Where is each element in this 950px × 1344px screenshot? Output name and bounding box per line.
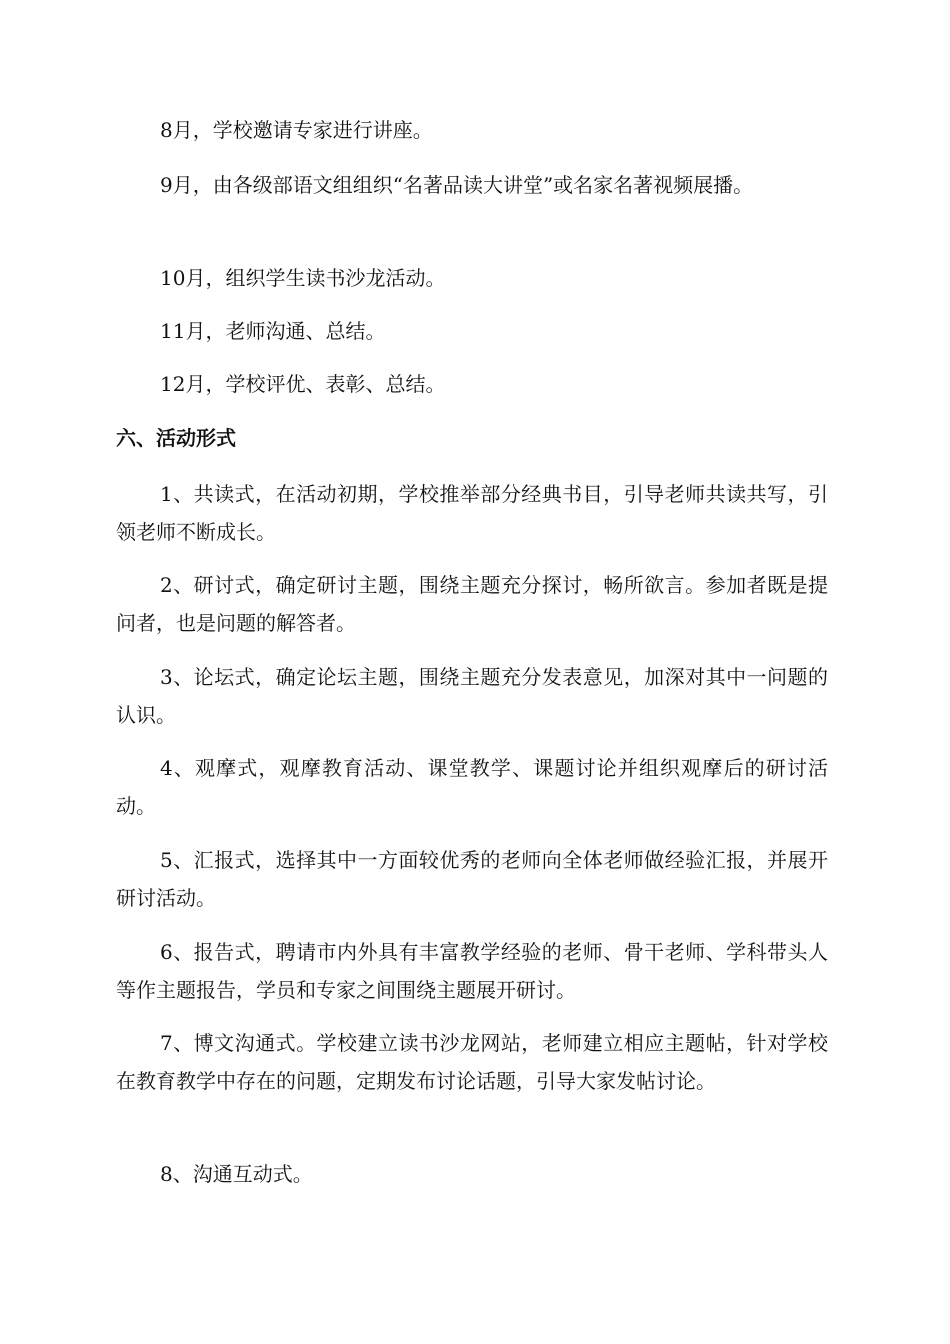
form-item-4: 4、观摩式，观摩教育活动、课堂教学、课题讨论并组织观摩后的研讨活动。	[116, 756, 828, 818]
form-item-6: 6、报告式，聘请市内外具有丰富教学经验的老师、骨干老师、学科带头人等作主题报告，学员和专家之间围绕主题展开研讨。	[116, 940, 828, 1002]
schedule-october: 10月，组织学生读书沙龙活动。	[160, 266, 446, 290]
form-item-5: 5、汇报式，选择其中一方面较优秀的老师向全体老师做经验汇报，并展开研讨活动。	[116, 848, 828, 910]
schedule-august: 8月，学校邀请专家进行讲座。	[160, 118, 433, 142]
schedule-november: 11月，老师沟通、总结。	[160, 319, 386, 343]
form-item-3: 3、论坛式，确定论坛主题，围绕主题充分发表意见，加深对其中一问题的认识。	[116, 665, 828, 727]
form-item-7: 7、博文沟通式。学校建立读书沙龙网站，老师建立相应主题帖，针对学校在教育教学中存在的问题，定期发布讨论话题，引导大家发帖讨论。	[116, 1031, 828, 1093]
schedule-september: 9月，由各级部语文组组织“名著品读大讲堂”或名家名著视频展播。	[160, 173, 754, 197]
form-item-1: 1、共读式，在活动初期，学校推举部分经典书目，引导老师共读共写，引领老师不断成长。	[116, 482, 828, 544]
form-item-2: 2、研讨式，确定研讨主题，围绕主题充分探讨，畅所欲言。参加者既是提问者，也是问题的解答者。	[116, 573, 828, 635]
section-heading: 六、活动形式	[116, 426, 236, 450]
form-item-8: 8、沟通互动式。	[160, 1162, 313, 1186]
schedule-december: 12月，学校评优、表彰、总结。	[160, 372, 446, 396]
